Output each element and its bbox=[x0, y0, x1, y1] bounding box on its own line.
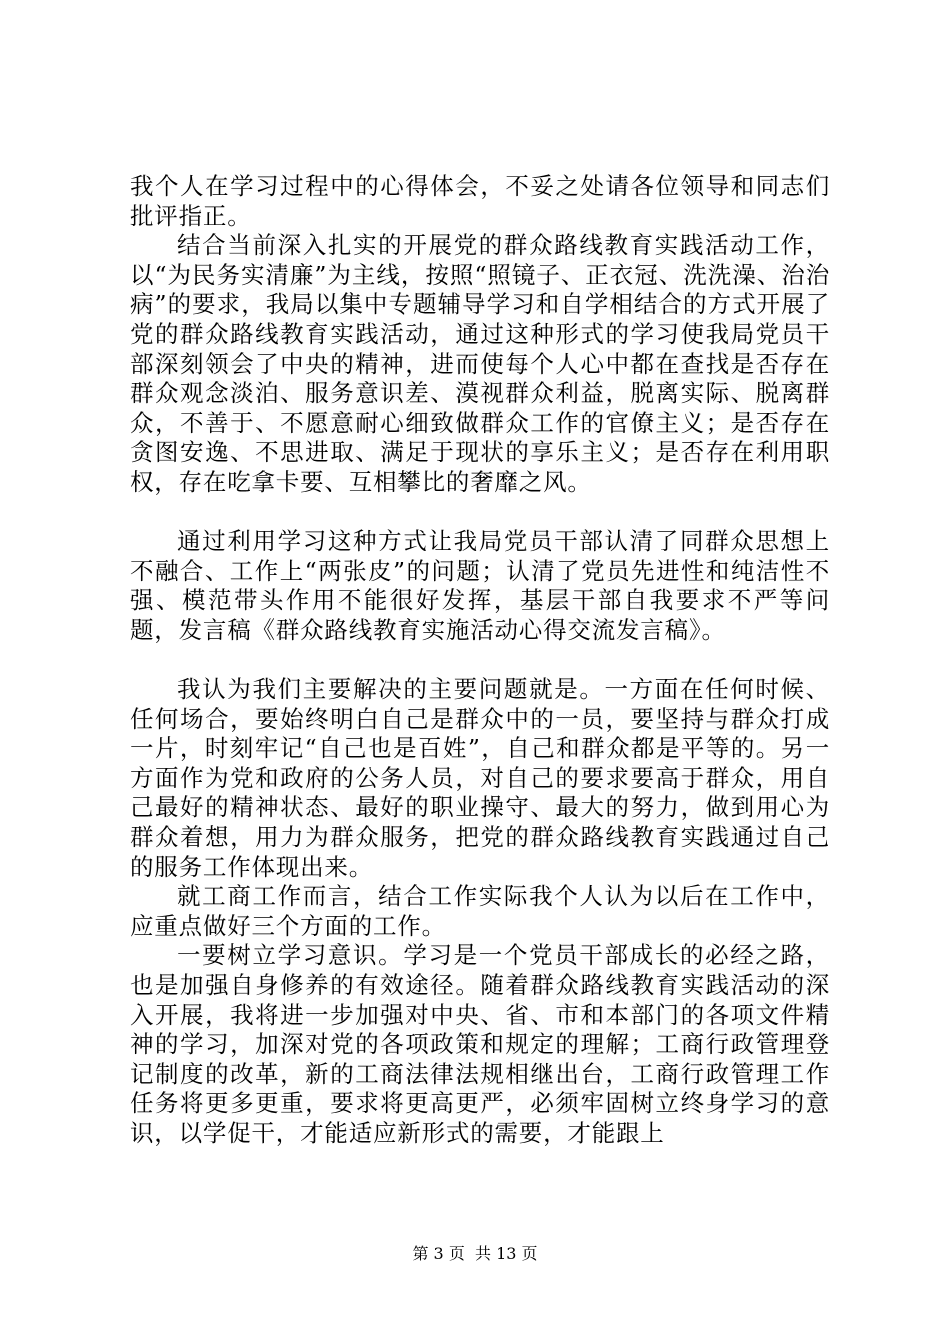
page-number-label: 第 3 页 共 13 页 bbox=[412, 1244, 538, 1263]
paragraph-6: 一要树立学习意识。学习是一个党员干部成长的必经之路，也是加强自身修养的有效途径。随着群众路线教育实践活动的深入开展，我将进一步加强对中央、省、市和本部门的各项文件精神的学习，加深对党的各项政策和规定的理解；工商行政管理登记制度的改革，新的工商法律法规相继出台，工商行政管理工作任务将更多更重，要求将更高更严，必须牢固树立终身学习的意识，以学促干，才能适应新形式的需要，才能跟上 bbox=[130, 941, 830, 1147]
paragraph-5: 就工商工作而言，结合工作实际我个人认为以后在工作中，应重点做好三个方面的工作。 bbox=[130, 882, 830, 940]
paragraph-1: 我个人在学习过程中的心得体会，不妥之处请各位领导和同志们批评指正。 bbox=[130, 172, 830, 230]
page-footer bbox=[0, 1244, 950, 1264]
document-body bbox=[130, 172, 830, 1149]
paragraph-2: 结合当前深入扎实的开展党的群众路线教育实践活动工作，以“为民务实清廉”为主线，按照“照镜子、正衣冠、洗洗澡、治治病”的要求，我局以集中专题辅导学习和自学相结合的方式开展了党的群众路线教育实践活动，通过这种形式的学习使我局党员干部深刻领会了中央的精神，进而使每个人心中都在查找是否存在群众观念淡泊、服务意识差、漠视群众利益，脱离实际、脱离群众，不善于、不愿意耐心细致做群众工作的官僚主义；是否存在贪图安逸、不思进取、满足于现状的享乐主义；是否存在利用职权，存在吃拿卡要、互相攀比的奢靡之风。 bbox=[130, 231, 830, 496]
paragraph-4: 我认为我们主要解决的主要问题就是。一方面在任何时候、任何场合，要始终明白自己是群众中的一员，要坚持与群众打成一片，时刻牢记“自己也是百姓”，自己和群众都是平等的。另一方面作为党和政府的公务人员，对自己的要求要高于群众，用自己最好的精神状态、最好的职业操守、最大的努力，做到用心为群众着想，用力为群众服务，把党的群众路线教育实践通过自己的服务工作体现出来。 bbox=[130, 675, 830, 881]
paragraph-3: 通过利用学习这种方式让我局党员干部认清了同群众思想上不融合、工作上“两张皮”的问题；认清了党员先进性和纯洁性不强、模范带头作用不能很好发挥，基层干部自我要求不严等问题，发言稿《群众路线教育实施活动心得交流发言稿》。 bbox=[130, 527, 830, 644]
